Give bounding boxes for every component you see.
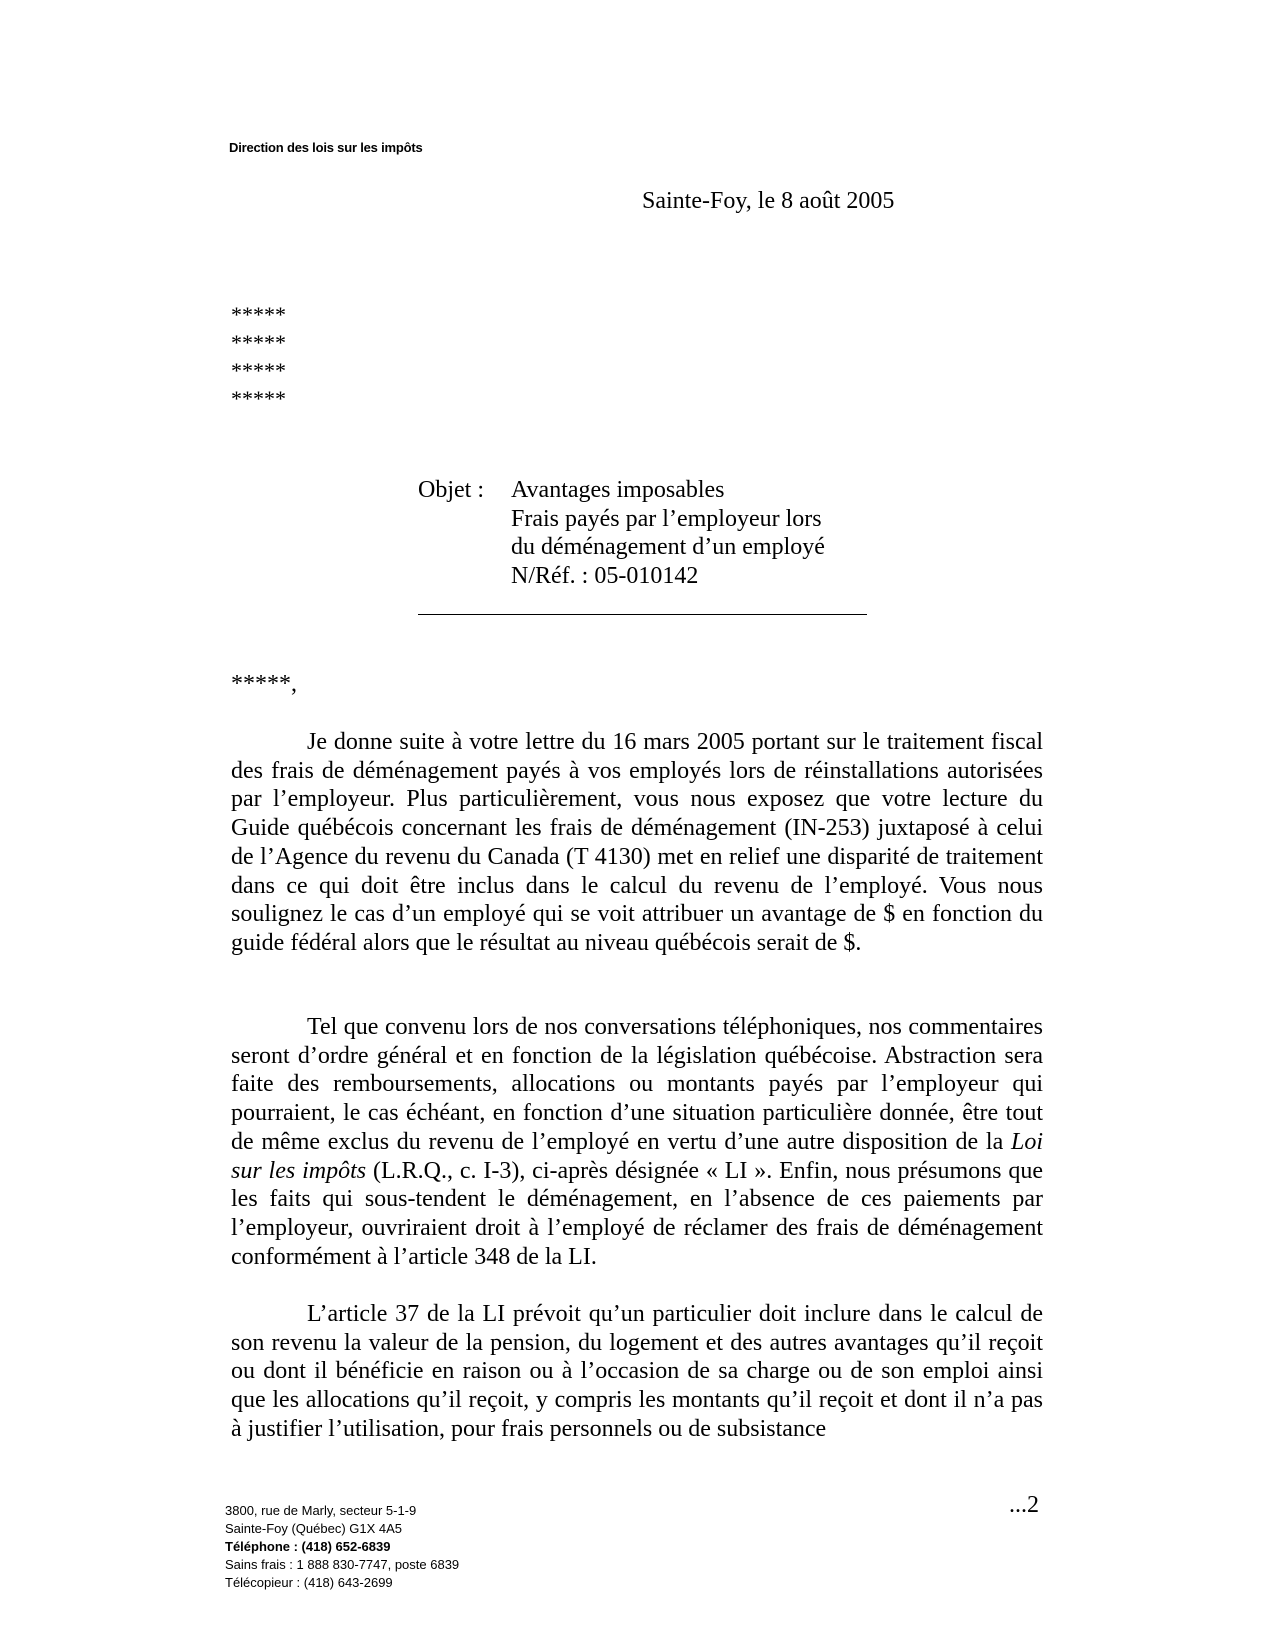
body-paragraph-2 [231,1013,1043,1271]
dateline: Sainte-Foy, le 8 août 2005 [642,188,895,214]
recipient-block [231,301,286,413]
law-title: Loi sur les impôts [231,1128,1043,1184]
toll-free-number: Sains frais : 1 888 830-7747, poste 6839 [225,1557,460,1572]
address-city: Sainte-Foy (Québec) G1X 4A5 [225,1521,403,1536]
subject-label: Objet : [418,477,484,503]
paragraph-text: (L.R.Q., c. I-3), ci-après désignée « LI ». Enfin, nous présumons que les faits qui sous-tendent le déménagement, en l’absence de ces paiements par l’employeur, ouvriraient droit à l’employé de réclamer des frais de déménagement conformément à l’article 348 de la LI. [231,1157,1043,1270]
footer-address [225,1502,459,1592]
recipient-line: ***** [231,330,286,355]
subject-line: Frais payés par l’employeur lors [511,505,822,532]
body-paragraph-1: Je donne suite à votre lettre du 16 mars 2005 portant sur le traitement fiscal des frais de déménagement payés à vos employés lors de réinstallations autorisées par l’employeur. Plus particulièrement, vous nous exposez que votre lecture du Guide québécois concernant les frais de déménagement (IN-253) juxtaposé à celui de l’Agence du revenu du Canada (T 4130) met en relief une disparité de traitement dans ce qui doit être inclus dans le calcul du revenu de l’employé. Vous nous soulignez le cas d’un employé qui se voit attribuer un avantage de $ en fonction du guide fédéral alors que le résultat au niveau québécois serait de $. [231,729,1043,956]
page-continuation: ...2 [1009,1492,1039,1518]
salutation: *****, [231,671,297,697]
subject-line: Avantages imposables [511,477,725,503]
subject-divider [418,614,867,615]
recipient-line: ***** [231,302,286,327]
recipient-line: ***** [231,386,286,411]
subject-reference: N/Réf. : 05-010142 [511,562,699,589]
body-paragraph-3: L’article 37 de la LI prévoit qu’un particulier doit inclure dans le calcul de son revenu la valeur de la pension, du logement et des autres avantages qu’il reçoit ou dont il bénéficie en raison ou à l’occasion de sa charge ou de son emploi ainsi que les allocations qu’il reçoit, y compris les montants qu’il reçoit et dont il n’a pas à justifier l’utilisation, pour frais personnels ou de subsistance [231,1301,1043,1442]
subject-line: du déménagement d’un employé [511,534,825,560]
address-street: 3800, rue de Marly, secteur 5-1-9 [225,1503,417,1518]
subject-lines [511,476,871,590]
recipient-line: ***** [231,358,286,383]
phone-number: Téléphone : (418) 652-6839 [225,1539,391,1554]
fax-number: Télécopieur : (418) 643-2699 [225,1575,393,1590]
department-header: Direction des lois sur les impôts [229,140,423,155]
paragraph-text: Tel que convenu lors de nos conversations téléphoniques, nos commentaires seront d’ordre général et en fonction de la législation québécoise. Abstraction sera faite des remboursements, allocations ou montants payés par l’employeur qui pourraient, le cas échéant, en fonction d’une situation particulière donnée, être tout de même exclus du revenu de l’employé en vertu d’une autre disposition de la [231,1014,1043,1155]
